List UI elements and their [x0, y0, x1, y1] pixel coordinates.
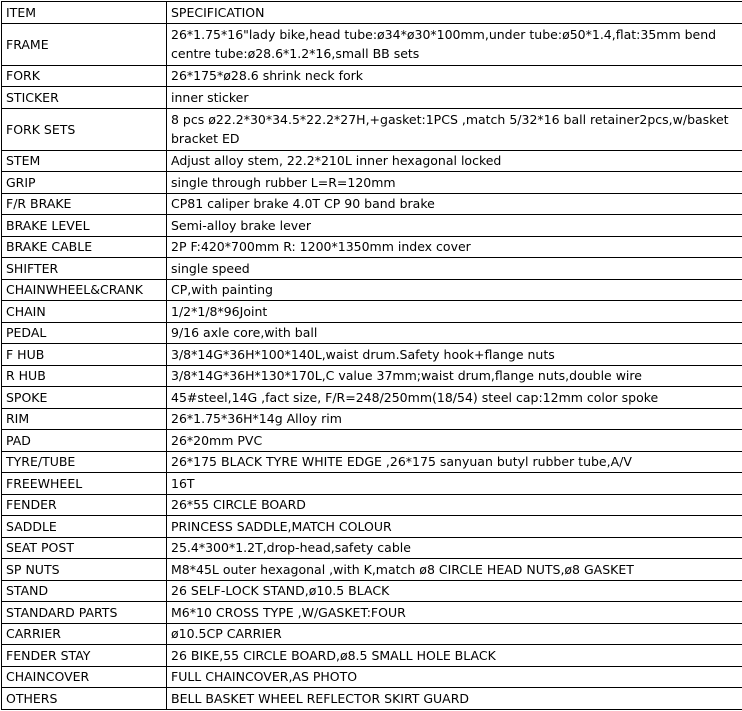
specification-cell: 8 pcs ø22.2*30*34.5*22.2*27H,+gasket:1PCS ,match 5/32*16 ball retainer2pcs,w/basket bracket ED [167, 108, 742, 150]
table-row [2, 666, 742, 688]
item-cell: FORK [2, 65, 167, 87]
specification-cell: 26 SELF-LOCK STAND,ø10.5 BLACK [167, 580, 742, 602]
specification-cell: 45#steel,14G ,fact size, F/R=248/250mm(18/54) steel cap:12mm color spoke [167, 387, 742, 409]
table-row [2, 688, 742, 710]
table-row [2, 108, 742, 150]
table-row [2, 279, 742, 301]
specification-cell: single through rubber L=R=120mm [167, 172, 742, 194]
specification-cell: M6*10 CROSS TYPE ,W/GASKET:FOUR [167, 602, 742, 624]
table-row [2, 494, 742, 516]
item-cell: BRAKE CABLE [2, 236, 167, 258]
item-cell: RIM [2, 408, 167, 430]
spec-table-body [2, 2, 742, 710]
item-cell: CHAIN [2, 301, 167, 323]
specification-cell: ø10.5CP CARRIER [167, 623, 742, 645]
specification-cell: 3/8*14G*36H*130*170L,C value 37mm;waist drum,flange nuts,double wire [167, 365, 742, 387]
table-row [2, 580, 742, 602]
item-cell: F HUB [2, 344, 167, 366]
specification-cell: 26*175 BLACK TYRE WHITE EDGE ,26*175 sanyuan butyl rubber tube,A/V [167, 451, 742, 473]
table-row [2, 451, 742, 473]
item-cell: FREEWHEEL [2, 473, 167, 495]
item-cell: SP NUTS [2, 559, 167, 581]
table-row [2, 537, 742, 559]
specification-cell: 26 BIKE,55 CIRCLE BOARD,ø8.5 SMALL HOLE BLACK [167, 645, 742, 667]
table-row [2, 387, 742, 409]
table-row [2, 473, 742, 495]
table-row [2, 645, 742, 667]
item-cell: TYRE/TUBE [2, 451, 167, 473]
table-row [2, 365, 742, 387]
specification-cell: M8*45L outer hexagonal ,with K,match ø8 CIRCLE HEAD NUTS,ø8 GASKET [167, 559, 742, 581]
specification-cell: BELL BASKET WHEEL REFLECTOR SKIRT GUARD [167, 688, 742, 710]
specification-cell: CP81 caliper brake 4.0T CP 90 band brake [167, 193, 742, 215]
table-row [2, 623, 742, 645]
specification-cell: 26*1.75*16"lady bike,head tube:ø34*ø30*100mm,under tube:ø50*1.4,flat:35mm bend centre tube:ø28.6*1.2*16,small BB sets [167, 23, 742, 65]
specification-cell: 9/16 axle core,with ball [167, 322, 742, 344]
table-row [2, 516, 742, 538]
specification-cell: single speed [167, 258, 742, 280]
table-row [2, 344, 742, 366]
specification-cell: PRINCESS SADDLE,MATCH COLOUR [167, 516, 742, 538]
specification-cell: 3/8*14G*36H*100*140L,waist drum.Safety hook+flange nuts [167, 344, 742, 366]
item-cell: FENDER STAY [2, 645, 167, 667]
item-cell: STANDARD PARTS [2, 602, 167, 624]
item-cell: STICKER [2, 87, 167, 109]
item-cell: R HUB [2, 365, 167, 387]
specification-cell: 16T [167, 473, 742, 495]
spec-table [1, 1, 742, 710]
table-row [2, 408, 742, 430]
specification-cell: 2P F:420*700mm R: 1200*1350mm index cover [167, 236, 742, 258]
table-row [2, 172, 742, 194]
table-row [2, 602, 742, 624]
specification-cell: 25.4*300*1.2T,drop-head,safety cable [167, 537, 742, 559]
item-column-header: ITEM [2, 2, 167, 24]
table-row [2, 87, 742, 109]
table-row [2, 215, 742, 237]
item-cell: OTHERS [2, 688, 167, 710]
specification-cell: Semi-alloy brake lever [167, 215, 742, 237]
specification-cell: inner sticker [167, 87, 742, 109]
specification-cell: 26*1.75*36H*14g Alloy rim [167, 408, 742, 430]
specification-cell: CP,with painting [167, 279, 742, 301]
item-cell: GRIP [2, 172, 167, 194]
specification-cell: 1/2*1/8*96Joint [167, 301, 742, 323]
item-cell: FENDER [2, 494, 167, 516]
item-cell: FRAME [2, 23, 167, 65]
table-row [2, 23, 742, 65]
item-cell: STAND [2, 580, 167, 602]
table-row [2, 559, 742, 581]
specification-column-header: SPECIFICATION [167, 2, 742, 24]
table-row [2, 65, 742, 87]
table-row [2, 236, 742, 258]
item-cell: CHAINCOVER [2, 666, 167, 688]
table-row [2, 301, 742, 323]
item-cell: BRAKE LEVEL [2, 215, 167, 237]
specification-cell: FULL CHAINCOVER,AS PHOTO [167, 666, 742, 688]
item-cell: SHIFTER [2, 258, 167, 280]
item-cell: CARRIER [2, 623, 167, 645]
table-header-row [2, 2, 742, 24]
specification-cell: Adjust alloy stem, 22.2*210L inner hexagonal locked [167, 150, 742, 172]
table-row [2, 430, 742, 452]
item-cell: PEDAL [2, 322, 167, 344]
item-cell: FORK SETS [2, 108, 167, 150]
item-cell: SEAT POST [2, 537, 167, 559]
item-cell: SADDLE [2, 516, 167, 538]
item-cell: PAD [2, 430, 167, 452]
item-cell: STEM [2, 150, 167, 172]
specification-cell: 26*20mm PVC [167, 430, 742, 452]
item-cell: F/R BRAKE [2, 193, 167, 215]
table-row [2, 258, 742, 280]
item-cell: CHAINWHEEL&CRANK [2, 279, 167, 301]
table-row [2, 322, 742, 344]
table-row [2, 193, 742, 215]
specification-cell: 26*175*ø28.6 shrink neck fork [167, 65, 742, 87]
specification-cell: 26*55 CIRCLE BOARD [167, 494, 742, 516]
table-row [2, 150, 742, 172]
item-cell: SPOKE [2, 387, 167, 409]
